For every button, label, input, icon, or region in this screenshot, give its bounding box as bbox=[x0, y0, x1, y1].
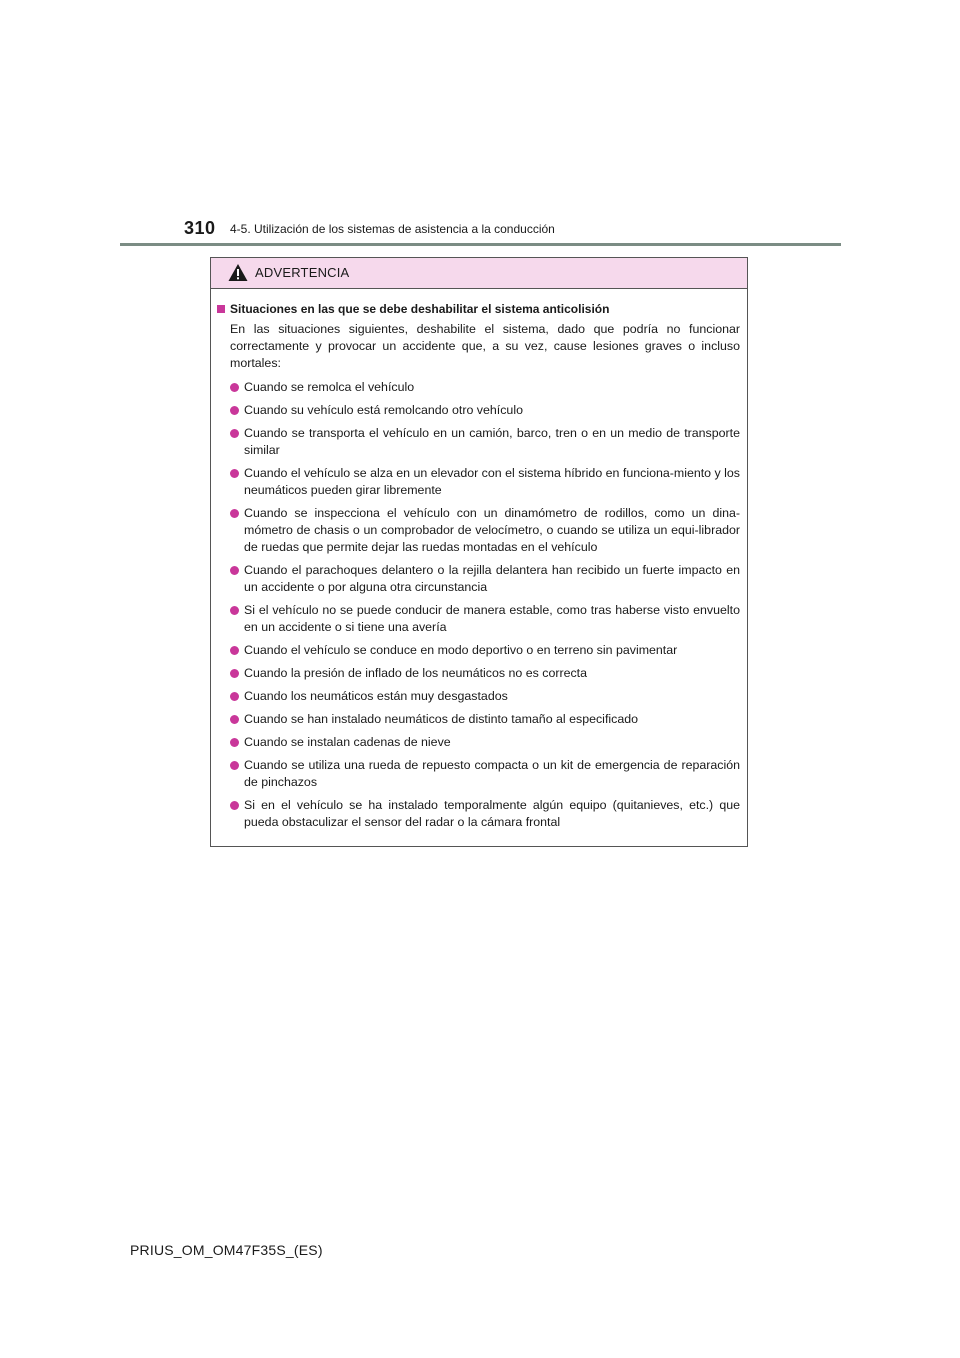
bullet-dot-icon bbox=[230, 606, 239, 615]
list-item-text: Cuando los neumáticos están muy desgastados bbox=[244, 689, 508, 703]
list-item bbox=[230, 757, 740, 791]
bullet-dot-icon bbox=[230, 761, 239, 770]
list-item-text: Cuando el vehículo se conduce en modo deportivo o en terreno sin pavimentar bbox=[244, 643, 678, 657]
list-item-text: Si el vehículo no se puede conducir de manera estable, como tras haberse visto envuelto en un accidente o si tiene una avería bbox=[244, 603, 740, 634]
list-item-text: Cuando se inspecciona el vehículo con un dinamómetro de rodillos, como un dina-mómetro de chasis o un comprobador de velocímetro, o cuando se utiliza un equi-librador de ruedas que permite dejar las ruedas montadas en el vehículo bbox=[244, 506, 740, 554]
bullet-dot-icon bbox=[230, 509, 239, 518]
list-item bbox=[230, 642, 740, 659]
list-item bbox=[230, 402, 740, 419]
bullet-dot-icon bbox=[230, 469, 239, 478]
warning-subheading bbox=[217, 302, 740, 316]
warning-body bbox=[211, 289, 747, 837]
list-item bbox=[230, 797, 740, 831]
square-bullet-icon bbox=[217, 305, 225, 313]
list-item-text: Cuando se utiliza una rueda de repuesto compacta o un kit de emergencia de reparación de pinchazos bbox=[244, 758, 740, 789]
list-item-text: Cuando se han instalado neumáticos de distinto tamaño al especificado bbox=[244, 712, 639, 726]
bullet-dot-icon bbox=[230, 738, 239, 747]
situation-list bbox=[217, 379, 740, 831]
bullet-dot-icon bbox=[230, 669, 239, 678]
list-item bbox=[230, 425, 740, 459]
bullet-dot-icon bbox=[230, 429, 239, 438]
list-item-text: Cuando la presión de inflado de los neumáticos no es correcta bbox=[244, 666, 588, 680]
list-item-text: Cuando su vehículo está remolcando otro vehículo bbox=[244, 403, 523, 417]
warning-header bbox=[211, 258, 747, 289]
page-number: 310 bbox=[184, 218, 216, 238]
bullet-dot-icon bbox=[230, 801, 239, 810]
warning-title: ADVERTENCIA bbox=[255, 265, 350, 280]
warning-box bbox=[210, 257, 748, 847]
list-item bbox=[230, 734, 740, 751]
bullet-dot-icon bbox=[230, 715, 239, 724]
list-item bbox=[230, 505, 740, 556]
document-code: PRIUS_OM_OM47F35S_(ES) bbox=[130, 1242, 323, 1258]
list-item-text: Cuando el parachoques delantero o la rejilla delantera han recibido un fuerte impacto en un accidente o por alguna otra circunstancia bbox=[244, 563, 740, 594]
bullet-dot-icon bbox=[230, 646, 239, 655]
warning-intro: En las situaciones siguientes, deshabilite el sistema, dado que podría no funcionar correctamente y provocar un accidente que, a su vez, cause lesiones graves o incluso mortales: bbox=[230, 322, 740, 370]
list-item bbox=[230, 562, 740, 596]
list-item-text: Cuando el vehículo se alza en un elevador con el sistema híbrido en funciona-miento y los neumáticos pueden girar libremente bbox=[244, 466, 740, 497]
warning-subheading-text: Situaciones en las que se debe deshabilitar el sistema anticolisión bbox=[230, 302, 610, 316]
warning-triangle-icon bbox=[228, 263, 248, 282]
list-item bbox=[230, 602, 740, 636]
bullet-dot-icon bbox=[230, 406, 239, 415]
bullet-dot-icon bbox=[230, 692, 239, 701]
list-item bbox=[230, 665, 740, 682]
bullet-dot-icon bbox=[230, 566, 239, 575]
list-item bbox=[230, 379, 740, 396]
list-item bbox=[230, 465, 740, 499]
section-title: 4-5. Utilización de los sistemas de asistencia a la conducción bbox=[230, 222, 555, 236]
list-item-text: Si en el vehículo se ha instalado temporalmente algún equipo (quitanieves, etc.) que pueda obstaculizar el sensor del radar o la cámara frontal bbox=[244, 798, 740, 829]
list-item-text: Cuando se transporta el vehículo en un camión, barco, tren o en un medio de transporte similar bbox=[244, 426, 740, 457]
list-item bbox=[230, 688, 740, 705]
header-rule bbox=[120, 243, 841, 246]
list-item-text: Cuando se remolca el vehículo bbox=[244, 380, 415, 394]
bullet-dot-icon bbox=[230, 383, 239, 392]
list-item bbox=[230, 711, 740, 728]
list-item-text: Cuando se instalan cadenas de nieve bbox=[244, 735, 451, 749]
